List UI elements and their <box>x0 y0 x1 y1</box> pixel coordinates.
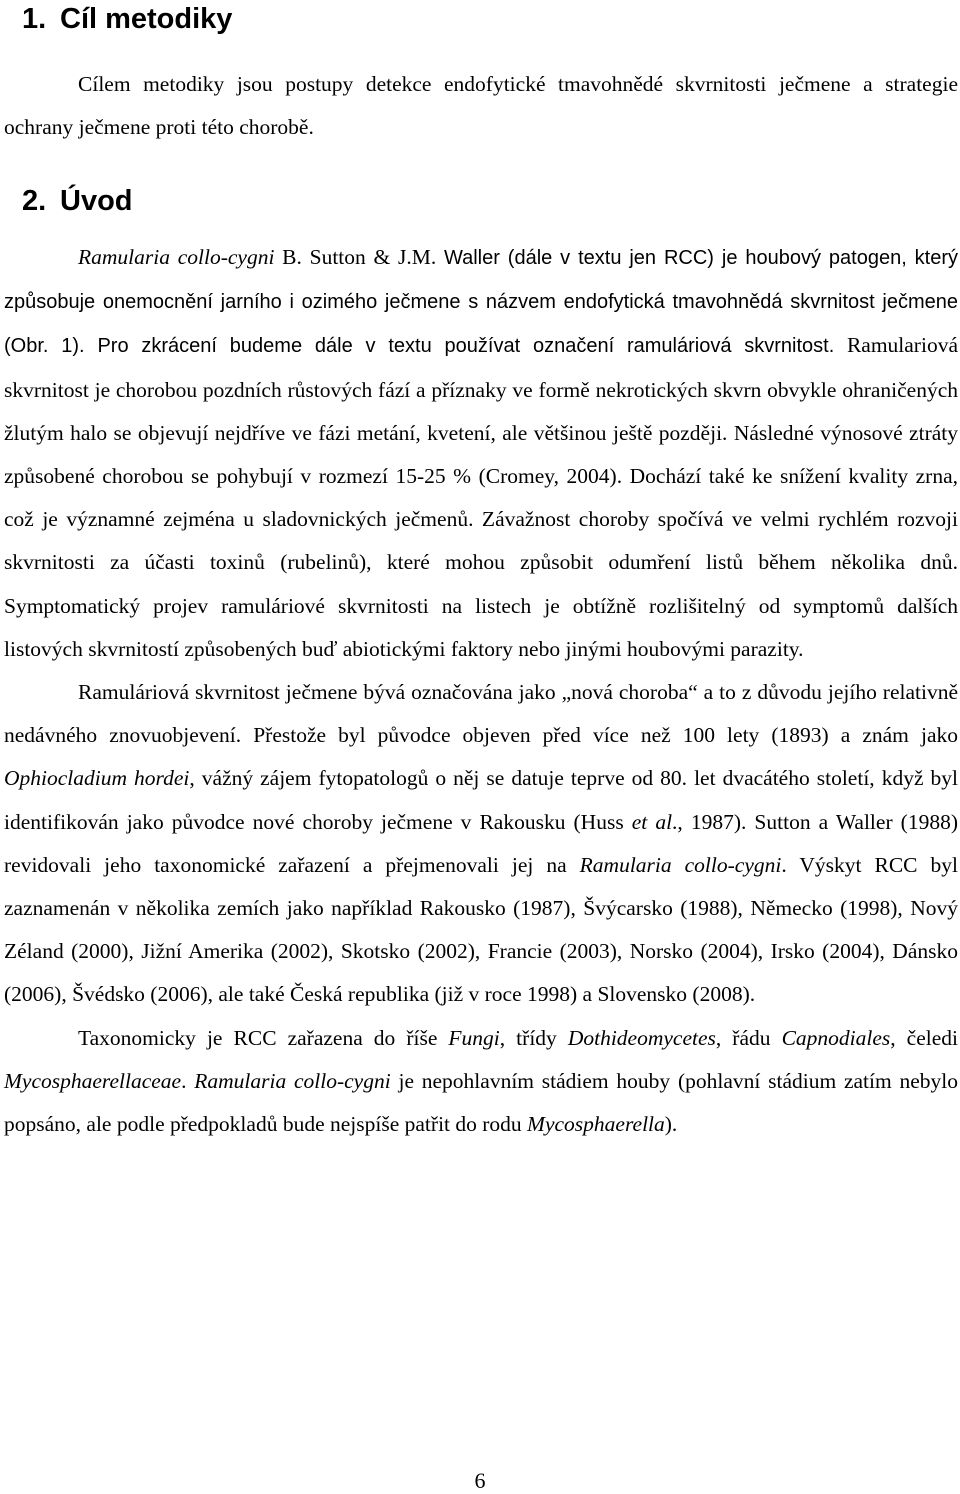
paragraph-2 <box>4 671 958 1017</box>
text-run: , řádu <box>715 1025 782 1050</box>
taxon-name: Mycosphaerella <box>527 1112 665 1137</box>
section-1-title: Cíl metodiky <box>60 3 233 35</box>
species-name: Ramularia collo-cygni <box>194 1068 391 1093</box>
species-name: Ophiocladium hordei <box>4 766 190 791</box>
text-run-sans: Waller (dále v textu jen RCC) je houbový patogen, který způsobuje onemocnění jarního i ozimého ječmene s názvem endofytická tmavohnědá skvrnitost ječmene (Obr. 1). Pro zkrácení budeme dále v textu používat označení ramuláriová skvrnitost. <box>4 247 959 358</box>
page-number: 6 <box>474 1468 486 1493</box>
text-run: Ramulariová skvrnitost je chorobou pozdních růstových fází a příznaky ve formě nekrotických skvrn obvykle ohraničených žlutým halo se objevují nejdříve ve fázi metání, kvetení, ale většinou ještě později. Následné výnosové ztráty způsobené chorobou se pohybují v rozmezí 15-25 % (Cromey, 2004). Dochází také ke snížení kvality zrna, což je významné zejména u sladovnických ječmenů. Závažnost choroby spočívá ve velmi rychlém rozvoji skvrnitosti za účasti toxinů (rubelinů), které mohou způsobit odumření listů během několika dnů. Symptomatický projev ramuláriové skvrnitosti na listech je obtížně rozlišitelný od symptomů dalších listových skvrnitostí způsobených buď abiotickými faktory nebo jinými houbovými parazity. <box>4 333 958 661</box>
section-2-title: Úvod <box>60 185 133 217</box>
taxon-name: Dothideomycetes <box>567 1025 716 1050</box>
taxon-name: Capnodiales <box>781 1025 891 1050</box>
text-run: , čeledi <box>890 1025 959 1050</box>
paragraph-1 <box>4 236 958 671</box>
paragraph-3 <box>4 1017 958 1147</box>
text-run: B. Sutton & J.M. <box>274 245 444 269</box>
text-run: je nepohlavním stádiem houby (pohlavní stádium zatím nebylo popsáno, ale podle předpokladů bude nejspíše patřit do rodu <box>4 1068 958 1137</box>
text-run: . <box>181 1068 195 1093</box>
text-run: . Výskyt RCC byl zaznamenán v několika zemích jako například Rakousko (1987), Švýcarsko (1988), Německo (1998), Nový Zéland (2000), Jižní Amerika (2002), Skotsko (2002), Francie (2003), Norsko (2004), Irsko (2004), Dánsko (2006), Švédsko (2006), ale také Česká republika (již v roce 1998) a Slovensko (2008). <box>4 852 958 1007</box>
taxon-name: Mycosphaerellaceae <box>4 1068 182 1093</box>
section-2-number: 2. <box>22 185 47 217</box>
species-name: Ramularia collo-cygni <box>78 245 275 269</box>
text-run: , vážný zájem fytopatologů o něj se datuje teprve od 80. let dvacátého století, když byl identifikován jako původce nové choroby ječmene v Rakousku (Huss <box>4 766 958 834</box>
section-2-body <box>4 236 958 1146</box>
species-name: Ramularia collo-cygni <box>579 852 782 877</box>
section-1-body <box>4 63 958 149</box>
section-2-heading <box>22 184 133 218</box>
section-1-number: 1. <box>22 3 47 35</box>
taxon-name: Fungi <box>448 1025 500 1050</box>
text-run: , třídy <box>499 1025 568 1050</box>
section-1-heading <box>22 2 232 36</box>
text-run: Ramuláriová skvrnitost ječmene bývá označována jako „nová choroba“ a to z důvodu jejího relativně nedávného znovuobjevení. Přestože byl původce objeven před více než 100 lety (1893) a znám jako <box>4 680 958 748</box>
text-run: ). <box>664 1112 678 1137</box>
text-run: Taxonomicky je RCC zařazena do říše <box>78 1025 449 1050</box>
section-1-paragraph: Cílem metodiky jsou postupy detekce endofytické tmavohnědé skvrnitosti ječmene a strategie ochrany ječmene proti této chorobě. <box>4 72 958 140</box>
citation-et-al: et al <box>631 809 673 834</box>
text-run: ., 1987). Sutton a Waller (1988) revidovali jeho taxonomické zařazení a přejmenovali jej na <box>4 809 958 877</box>
